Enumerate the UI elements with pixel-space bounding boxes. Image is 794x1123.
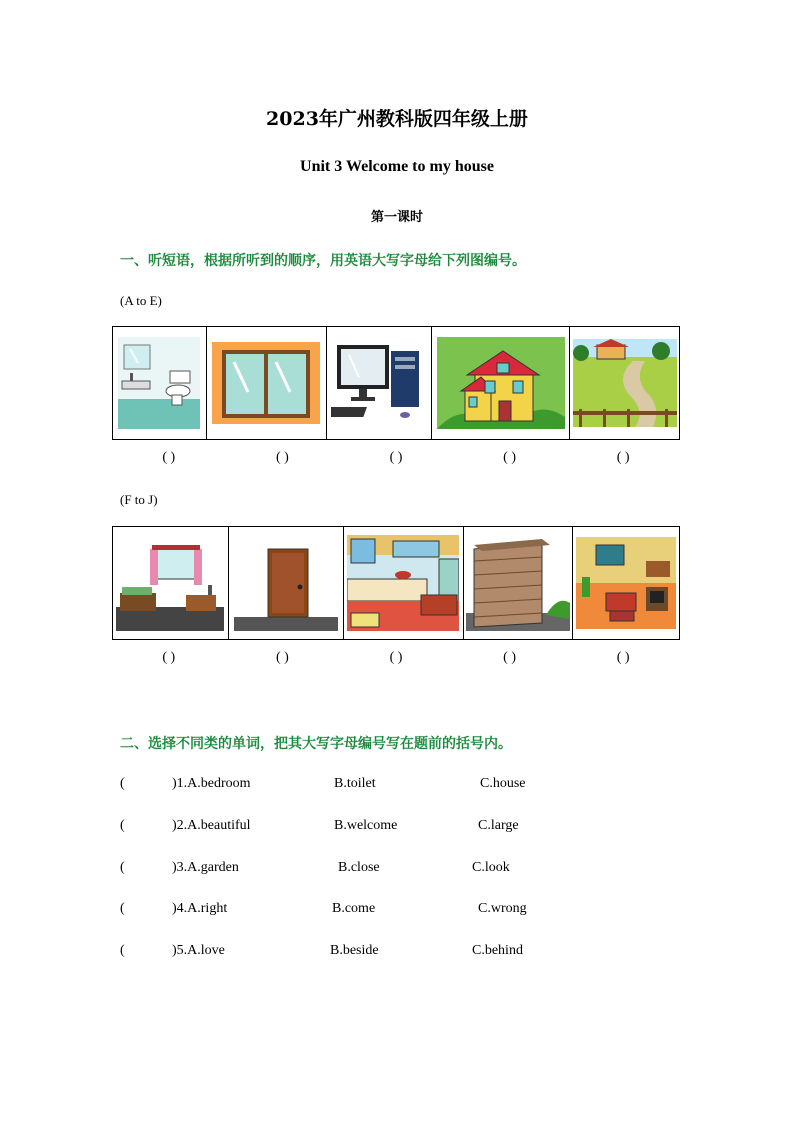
section2-heading: 二、选择不同类的单词，把其大写字母编号写在题前的括号内。 xyxy=(120,736,512,752)
kitchen-picture xyxy=(344,527,464,639)
option-a: )3.A.garden xyxy=(172,860,239,875)
page-title: 2023年广州教科版四年级上册 xyxy=(266,108,528,130)
garden-picture xyxy=(570,327,679,439)
answer-blank[interactable]: ( ) xyxy=(503,650,516,665)
bathroom-picture xyxy=(113,327,207,439)
question-row xyxy=(120,943,680,963)
option-a: )2.A.beautiful xyxy=(172,818,251,833)
answer-paren[interactable]: ( xyxy=(120,860,125,875)
option-a: )5.A.love xyxy=(172,943,225,958)
answer-paren[interactable]: ( xyxy=(120,818,125,833)
blank-row-1 xyxy=(112,450,680,466)
house-picture xyxy=(432,327,571,439)
option-c: C.wrong xyxy=(478,901,527,916)
answer-blank[interactable]: ( ) xyxy=(275,450,289,465)
option-b: B.come xyxy=(332,901,376,916)
answer-paren[interactable]: ( xyxy=(120,943,125,958)
option-b: B.welcome xyxy=(334,818,398,833)
answer-blank[interactable]: ( ) xyxy=(275,650,289,665)
answer-paren[interactable]: ( xyxy=(120,901,125,916)
blank-row-2 xyxy=(112,650,680,666)
answer-blank[interactable]: ( ) xyxy=(389,450,403,465)
option-b: B.toilet xyxy=(334,776,376,791)
unit-subtitle: Unit 3 Welcome to my house xyxy=(300,158,494,175)
question-row xyxy=(120,901,680,921)
picture-row-2 xyxy=(112,526,680,640)
group2-range: (F to J) xyxy=(120,492,158,507)
answer-blank[interactable]: ( ) xyxy=(389,650,403,665)
section1-heading: 一、听短语，根据所听到的顺序，用英语大写字母给下列图编号。 xyxy=(120,253,526,269)
wall-picture xyxy=(464,527,574,639)
option-a: )4.A.right xyxy=(172,901,228,916)
answer-blank[interactable]: ( ) xyxy=(162,650,176,665)
computer-picture xyxy=(327,327,432,439)
answer-blank[interactable]: ( ) xyxy=(503,450,516,465)
option-b: B.close xyxy=(338,860,380,875)
option-c: C.behind xyxy=(472,943,523,958)
picture-row-1 xyxy=(112,326,680,440)
answer-blank[interactable]: ( ) xyxy=(162,450,176,465)
question-row xyxy=(120,860,680,880)
option-b: B.beside xyxy=(330,943,379,958)
door-picture xyxy=(229,527,345,639)
option-c: C.large xyxy=(478,818,519,833)
question-row xyxy=(120,776,680,796)
lesson-label: 第一课时 xyxy=(370,210,423,225)
living-room-picture xyxy=(573,527,679,639)
answer-paren[interactable]: ( xyxy=(120,776,125,791)
answer-blank[interactable]: ( ) xyxy=(616,450,630,465)
group1-range: (A to E) xyxy=(120,293,162,308)
option-a: )1.A.bedroom xyxy=(172,776,251,791)
answer-blank[interactable]: ( ) xyxy=(616,650,630,665)
question-row xyxy=(120,818,680,838)
option-c: C.house xyxy=(480,776,526,791)
option-c: C.look xyxy=(472,860,510,875)
bedroom-picture xyxy=(113,527,229,639)
window-picture xyxy=(207,327,328,439)
